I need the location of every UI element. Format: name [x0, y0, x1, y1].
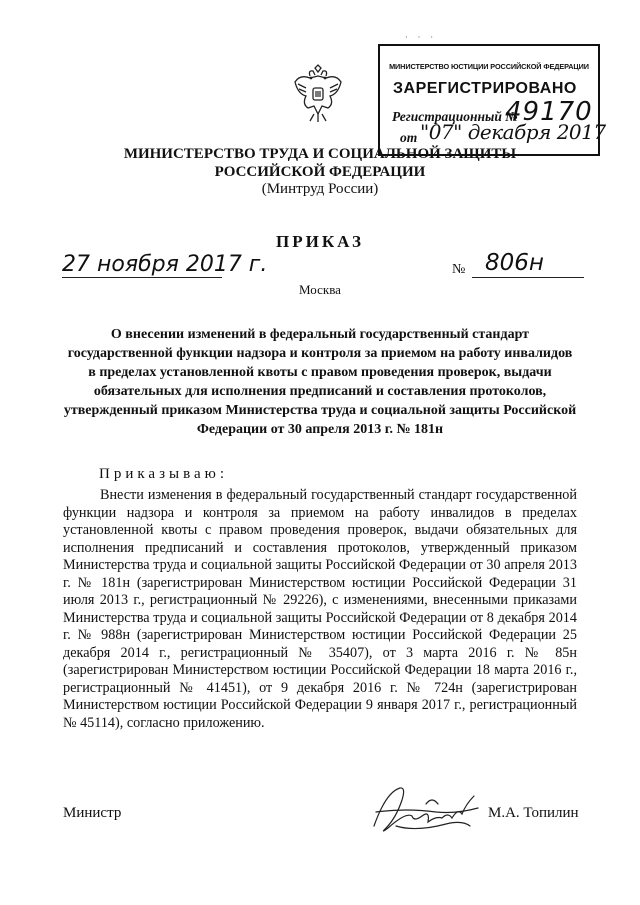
stamp-reg-number: 49170: [505, 97, 593, 127]
number-underline: [472, 277, 584, 278]
order-date: 27 ноября 2017 г.: [62, 252, 268, 277]
order-number: 806н: [485, 250, 544, 276]
number-sign: №: [452, 262, 466, 277]
order-body: Внести изменения в федеральный государственный стандарт государственной функции надзора и контроля за приемом на работу инвалидов в пределах установленной квоты с правом проведения проверок, выдачи обязательных для исполнения предписаний и составления протоколов, утвержденный приказом Министерства труда и социальной защиты Российской Федерации от 30 апреля 2013 г. № 181н (зарегистрирован Министерством юстиции Российской Федерации 31 июля 2013 г., регистрационный № 29226), с изменениями, внесенными приказами Министерства труда и социальной защиты Российской Федерации от 8 декабря 2014 г. № 988н (зарегистрирован Министерством юстиции Российской Федерации 25 декабря 2014 г., регистрационный № 35407), от 3 марта 2016 г. № 85н (зарегистрирован Министерством юстиции Российской Федерации 18 марта 2016 г., регистрационный № 41451), от 9 декабря 2016 г. № 724н (зарегистрирован Министерством юстиции Российской Федерации 9 января 2017 г., регистрационный № 45114), согласно приложению.: [63, 487, 577, 731]
stamp-from-label: от: [400, 130, 418, 145]
stamp-reg-label: Регистрационный №: [392, 109, 518, 124]
order-city: Москва: [299, 282, 341, 297]
order-title: ПРИКАЗ: [276, 232, 364, 251]
order-subject: О внесении изменений в федеральный государственный стандарт государственной функции надзора и контроля за приемом на работу инвалидов в пределах установленной квоты с правом проведения проверок, выдачи обязательных для исполнения предписаний и составления протоколов, утвержденный приказом Министерства труда и социальной защиты Российской Федерации от 30 апреля 2013 г. № 181н: [63, 327, 577, 437]
ministry-short-name: (Минтруд России): [261, 181, 379, 197]
ministry-name-line1: МИНИСТЕРСТВО ТРУДА И СОЦИАЛЬНОЙ ЗАЩИТЫ: [123, 146, 517, 162]
signer-title: Министр: [63, 805, 122, 821]
stamp-reg-date: "07" декабря 2017: [420, 120, 606, 144]
stamp-dots: · · ·: [405, 33, 437, 42]
signer-name: М.А. Топилин: [488, 805, 579, 821]
coat-of-arms-icon: [292, 64, 344, 124]
ministry-name-line2: РОССИЙСКОЙ ФЕДЕРАЦИИ: [214, 164, 426, 180]
stamp-ministry: МИНИСТЕРСТВО ЮСТИЦИИ РОССИЙСКОЙ ФЕДЕРАЦИИ: [389, 62, 589, 71]
date-underline: [62, 277, 222, 278]
stamp-registered: ЗАРЕГИСТРИРОВАНО: [393, 80, 577, 97]
order-command: Приказываю:: [99, 466, 228, 482]
handwritten-signature: [366, 782, 484, 838]
